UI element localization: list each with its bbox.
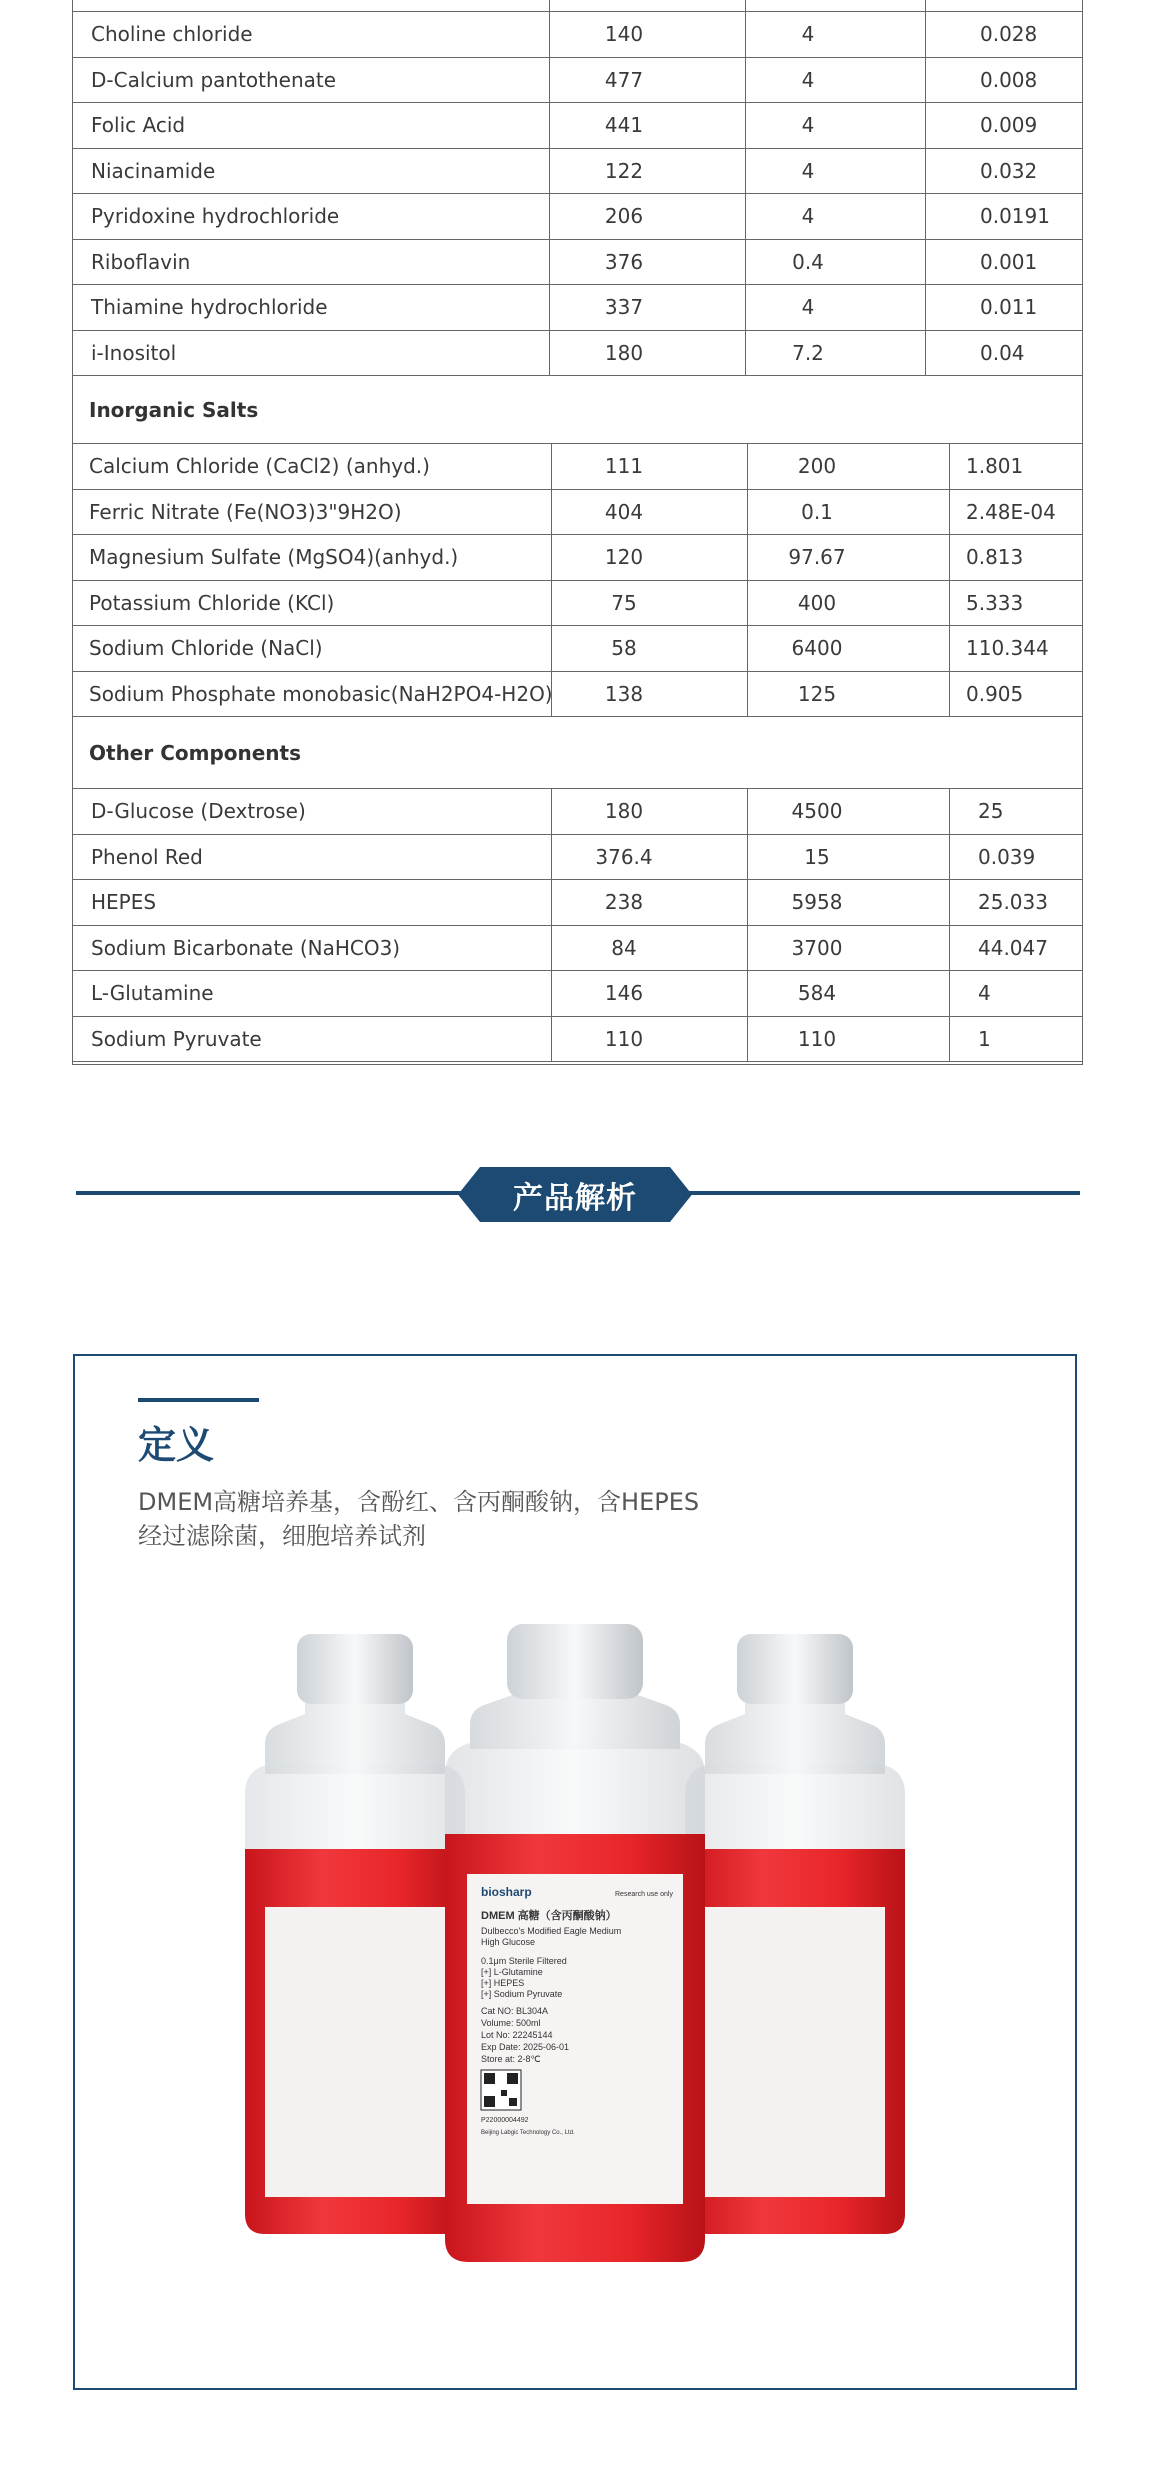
concentration-mm: 0.009 (980, 113, 1038, 138)
column-divider (925, 240, 926, 285)
component-name: Calcium Chloride (CaCl2) (anhyd.) (89, 454, 430, 479)
column-divider (747, 672, 748, 717)
component-name: L-Glutamine (91, 981, 214, 1006)
component-name: Phenol Red (91, 844, 203, 869)
column-divider (747, 535, 748, 580)
molecular-weight: 376 (604, 249, 644, 274)
label-research: Research use only (615, 1891, 673, 1898)
component-name: Magnesium Sulfate (MgSO4)(anhyd.) (89, 545, 459, 570)
column-divider (949, 490, 950, 535)
column-divider (949, 626, 950, 671)
product-bottles-image (225, 1624, 925, 2264)
molecular-weight: 111 (604, 454, 644, 479)
molecular-weight: 140 (604, 22, 644, 47)
molecular-weight: 120 (604, 545, 644, 570)
concentration-mm: 0.0191 (980, 204, 1050, 229)
concentration-mm: 0.905 (966, 681, 1024, 706)
label-spec2: [+] L-Glutamine (481, 1967, 543, 1977)
column-divider (747, 1017, 748, 1062)
column-divider (949, 835, 950, 880)
concentration-mg-l: 15 (804, 844, 830, 869)
inorganic-salt-row (73, 581, 1082, 627)
concentration-mm: 4 (978, 981, 991, 1006)
concentration-mm: 25 (978, 799, 1004, 824)
bottle-left (245, 1634, 465, 2234)
column-divider (745, 58, 746, 103)
molecular-weight: 110 (604, 1026, 644, 1051)
vitamin-row (73, 58, 1082, 104)
column-divider (745, 0, 746, 11)
banner-title: 产品解析 (513, 1180, 637, 1216)
vitamin-row (73, 149, 1082, 195)
concentration-mg-l: 125 (797, 681, 837, 706)
other-component-row (73, 835, 1082, 881)
label-barcode: P22000004492 (481, 2117, 529, 2124)
concentration-mg-l: 7.2 (792, 340, 824, 365)
molecular-weight: 75 (611, 590, 637, 615)
column-divider (949, 880, 950, 925)
column-divider (949, 444, 950, 489)
inorganic-salt-row (73, 626, 1082, 672)
molecular-weight: 138 (604, 681, 644, 706)
column-divider (551, 880, 552, 925)
component-name: Thiamine hydrochloride (91, 295, 328, 320)
other-component-row (73, 1017, 1082, 1063)
other-component-row (73, 880, 1082, 926)
column-divider (925, 285, 926, 330)
column-divider (551, 789, 552, 834)
column-divider (747, 444, 748, 489)
concentration-mm: 0.813 (966, 545, 1024, 570)
concentration-mg-l: 584 (797, 981, 837, 1006)
concentration-mm: 0.008 (980, 67, 1038, 92)
column-divider (949, 789, 950, 834)
component-name: i-Inositol (91, 340, 177, 365)
component-name: Niacinamide (91, 158, 216, 183)
column-divider (747, 789, 748, 834)
component-name: HEPES (91, 890, 157, 915)
concentration-mm: 1 (978, 1026, 991, 1051)
concentration-mg-l: 3700 (791, 935, 843, 960)
concentration-mg-l: 4 (801, 204, 815, 229)
concentration-mm: 0.032 (980, 158, 1038, 183)
component-name: Potassium Chloride (KCl) (89, 590, 335, 615)
concentration-mg-l: 4500 (791, 799, 843, 824)
component-name: Choline chloride (91, 22, 253, 47)
column-divider (551, 490, 552, 535)
molecular-weight: 404 (604, 499, 644, 524)
component-name: Ferric Nitrate (Fe(NO3)3"9H2O) (89, 499, 402, 524)
composition-table (72, 0, 1083, 1065)
column-divider (745, 331, 746, 376)
concentration-mg-l: 4 (801, 22, 815, 47)
molecular-weight: 58 (611, 636, 637, 661)
concentration-mg-l: 4 (801, 67, 815, 92)
component-name: D-Glucose (Dextrose) (91, 799, 306, 824)
label-spec4: [+] Sodium Pyruvate (481, 1989, 563, 1999)
section-header (73, 717, 1082, 789)
molecular-weight: 477 (604, 67, 644, 92)
column-divider (745, 12, 746, 57)
column-divider (551, 626, 552, 671)
title-accent-bar (138, 1398, 259, 1402)
molecular-weight: 441 (604, 113, 644, 138)
component-name: Riboflavin (91, 249, 191, 274)
table-top-row (73, 0, 1082, 12)
column-divider (551, 535, 552, 580)
column-divider (925, 194, 926, 239)
inorganic-salt-row (73, 672, 1082, 718)
concentration-mm: 44.047 (978, 935, 1048, 960)
label-company: Beijing Labgic Technology Co., Ltd. (481, 2130, 575, 2136)
column-divider (949, 1017, 950, 1062)
molecular-weight: 206 (604, 204, 644, 229)
molecular-weight: 84 (611, 935, 637, 960)
column-divider (745, 194, 746, 239)
column-divider (549, 285, 550, 330)
column-divider (549, 331, 550, 376)
column-divider (549, 0, 550, 11)
molecular-weight: 122 (604, 158, 644, 183)
concentration-mm: 110.344 (966, 636, 1049, 661)
inorganic-salt-row (73, 490, 1082, 536)
concentration-mg-l: 200 (797, 454, 837, 479)
section-title: Inorganic Salts (89, 397, 259, 422)
component-name: Sodium Phosphate monobasic(NaH2PO4-H2O) (89, 681, 553, 706)
label-spec3: [+] HEPES (481, 1978, 525, 1988)
concentration-mg-l: 6400 (791, 636, 843, 661)
column-divider (949, 672, 950, 717)
label-name-en1: Dulbecco's Modified Eagle Medium (481, 1926, 622, 1936)
vitamin-row (73, 240, 1082, 286)
concentration-mg-l: 97.67 (788, 545, 846, 570)
concentration-mm: 1.801 (966, 454, 1024, 479)
column-divider (745, 240, 746, 285)
column-divider (549, 103, 550, 148)
concentration-mm: 2.48E-04 (966, 499, 1056, 524)
concentration-mm: 0.001 (980, 249, 1038, 274)
component-name: Folic Acid (91, 113, 186, 138)
component-name: Pyridoxine hydrochloride (91, 204, 340, 229)
definition-line-1: DMEM高糖培养基，含酚红、含丙酮酸钠，含HEPES (138, 1488, 700, 1516)
column-divider (949, 926, 950, 971)
concentration-mg-l: 0.1 (801, 499, 833, 524)
bottle-right (685, 1634, 905, 2234)
molecular-weight: 376.4 (595, 844, 653, 869)
vitamin-row (73, 103, 1082, 149)
definition-panel (73, 1354, 1077, 2390)
definition-title: 定义 (138, 1423, 215, 1467)
label-spec1: 0.1μm Sterile Filtered (481, 1956, 567, 1966)
column-divider (745, 103, 746, 148)
concentration-mg-l: 110 (797, 1026, 837, 1051)
column-divider (925, 149, 926, 194)
label-cat: Cat NO: BL304A (481, 2006, 549, 2016)
vitamin-row (73, 285, 1082, 331)
column-divider (745, 149, 746, 194)
component-name: Sodium Pyruvate (91, 1026, 262, 1051)
label-name-cn: DMEM 高糖（含丙酮酸钠） (481, 1910, 617, 1922)
label-volume: Volume: 500ml (481, 2018, 541, 2028)
inorganic-salt-row (73, 444, 1082, 490)
column-divider (925, 331, 926, 376)
column-divider (949, 581, 950, 626)
label-store: Store at: 2-8℃ (481, 2054, 541, 2064)
column-divider (925, 103, 926, 148)
inorganic-salt-row (73, 535, 1082, 581)
label-name-en2: High Glucose (481, 1937, 536, 1947)
column-divider (925, 58, 926, 103)
column-divider (747, 581, 748, 626)
column-divider (747, 835, 748, 880)
concentration-mg-l: 4 (801, 113, 815, 138)
concentration-mg-l: 4 (801, 158, 815, 183)
column-divider (549, 240, 550, 285)
column-divider (747, 971, 748, 1016)
concentration-mm: 25.033 (978, 890, 1048, 915)
column-divider (745, 285, 746, 330)
vitamin-row (73, 12, 1082, 58)
concentration-mm: 0.039 (978, 844, 1036, 869)
component-name: D-Calcium pantothenate (91, 67, 337, 92)
molecular-weight: 238 (604, 890, 644, 915)
molecular-weight: 180 (604, 799, 644, 824)
column-divider (551, 581, 552, 626)
column-divider (747, 926, 748, 971)
other-component-row (73, 926, 1082, 972)
section-header (73, 376, 1082, 444)
column-divider (549, 194, 550, 239)
column-divider (549, 12, 550, 57)
qr-code-icon (481, 2070, 521, 2110)
concentration-mg-l: 4 (801, 295, 815, 320)
concentration-mg-l: 5958 (791, 890, 843, 915)
concentration-mg-l: 0.4 (792, 249, 824, 274)
concentration-mm: 5.333 (966, 590, 1024, 615)
column-divider (949, 971, 950, 1016)
definition-line-2: 经过滤除菌，细胞培养试剂 (138, 1522, 426, 1550)
molecular-weight: 180 (604, 340, 644, 365)
column-divider (925, 12, 926, 57)
label-lot: Lot No: 22245144 (481, 2030, 553, 2040)
vitamin-row (73, 194, 1082, 240)
component-name: Sodium Chloride (NaCl) (89, 636, 323, 661)
column-divider (551, 926, 552, 971)
label-exp: Exp Date: 2025-06-01 (481, 2042, 570, 2052)
other-component-row (73, 789, 1082, 835)
column-divider (551, 1017, 552, 1062)
concentration-mm: 0.028 (980, 22, 1038, 47)
concentration-mg-l: 400 (797, 590, 837, 615)
column-divider (747, 626, 748, 671)
bottle-center (445, 1624, 705, 2262)
vitamin-row (73, 331, 1082, 377)
component-name: Sodium Bicarbonate (NaHCO3) (91, 935, 401, 960)
column-divider (925, 0, 926, 11)
column-divider (747, 490, 748, 535)
other-component-row (73, 971, 1082, 1017)
column-divider (549, 149, 550, 194)
column-divider (549, 58, 550, 103)
column-divider (551, 971, 552, 1016)
molecular-weight: 146 (604, 981, 644, 1006)
column-divider (949, 535, 950, 580)
column-divider (551, 835, 552, 880)
molecular-weight: 337 (604, 295, 644, 320)
concentration-mm: 0.04 (980, 340, 1025, 365)
section-title: Other Components (89, 740, 302, 765)
label-brand: biosharp (481, 1885, 532, 1899)
concentration-mm: 0.011 (980, 295, 1038, 320)
column-divider (551, 444, 552, 489)
column-divider (747, 880, 748, 925)
